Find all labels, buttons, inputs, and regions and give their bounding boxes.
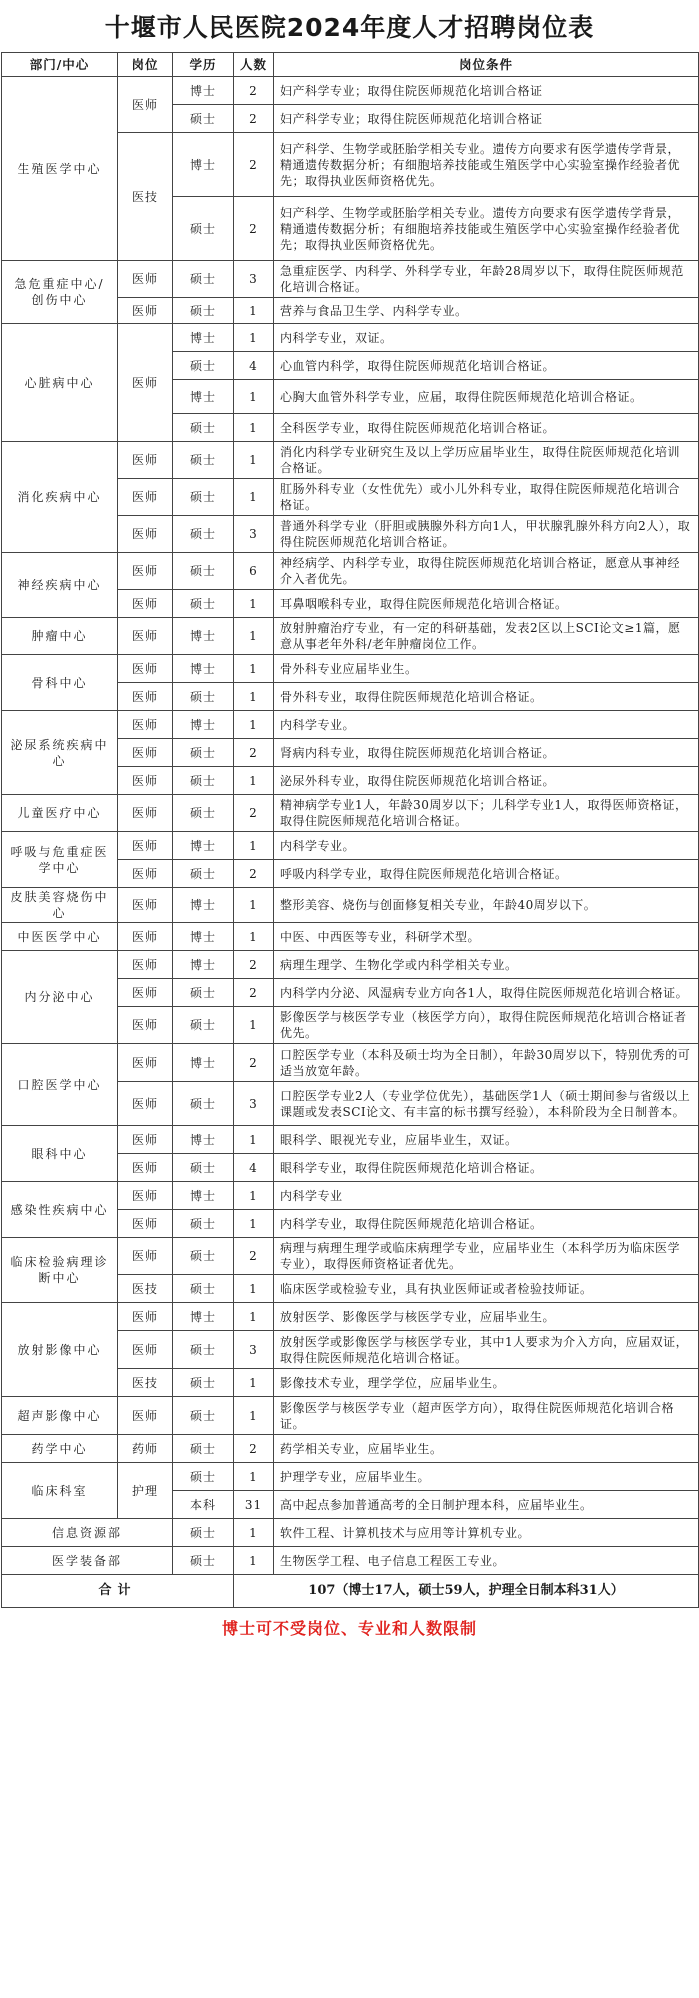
post-cell: 医师 bbox=[118, 590, 173, 618]
count-cell: 1 bbox=[234, 479, 274, 516]
count-cell: 2 bbox=[234, 133, 274, 197]
dept-cell: 感染性疾病中心 bbox=[2, 1182, 118, 1238]
count-cell: 1 bbox=[234, 590, 274, 618]
education-cell: 博士 bbox=[173, 1182, 234, 1210]
count-cell: 2 bbox=[234, 1044, 274, 1082]
count-cell: 2 bbox=[234, 951, 274, 979]
education-cell: 硕士 bbox=[173, 860, 234, 888]
education-cell: 硕士 bbox=[173, 767, 234, 795]
dept-cell: 心脏病中心 bbox=[2, 324, 118, 442]
education-cell: 博士 bbox=[173, 951, 234, 979]
education-cell: 硕士 bbox=[173, 1007, 234, 1044]
dept-cell: 放射影像中心 bbox=[2, 1303, 118, 1397]
conditions-cell: 营养与食品卫生学、内科学专业。 bbox=[274, 298, 699, 324]
post-cell: 医师 bbox=[118, 298, 173, 324]
conditions-cell: 内科学内分泌、风湿病专业方向各1人，取得住院医师规范化培训合格证。 bbox=[274, 979, 699, 1007]
education-cell: 硕士 bbox=[173, 1397, 234, 1435]
education-cell: 硕士 bbox=[173, 414, 234, 442]
conditions-cell: 内科学专业，双证。 bbox=[274, 324, 699, 352]
conditions-cell: 高中起点参加普通高考的全日制护理本科，应届毕业生。 bbox=[274, 1491, 699, 1519]
conditions-cell: 妇产科学、生物学或胚胎学相关专业。遗传方向要求有医学遗传学背景，精通遗传数据分析；有细胞培养技能或生殖医学中心实验室操作经验者优先；取得执业医师资格优先。 bbox=[274, 133, 699, 197]
count-cell: 1 bbox=[234, 1369, 274, 1397]
table-row bbox=[2, 795, 699, 832]
conditions-cell: 内科学专业。 bbox=[274, 711, 699, 739]
education-cell: 博士 bbox=[173, 1126, 234, 1154]
table-row bbox=[2, 324, 699, 352]
table-row bbox=[2, 923, 699, 951]
dept-cell: 临床检验病理诊断中心 bbox=[2, 1238, 118, 1303]
conditions-cell: 影像医学与核医学专业（核医学方向），取得住院医师规范化培训合格证者优先。 bbox=[274, 1007, 699, 1044]
count-cell: 3 bbox=[234, 1082, 274, 1126]
conditions-cell: 眼科学、眼视光专业，应届毕业生，双证。 bbox=[274, 1126, 699, 1154]
post-cell: 医师 bbox=[118, 767, 173, 795]
count-cell: 2 bbox=[234, 860, 274, 888]
education-cell: 博士 bbox=[173, 1044, 234, 1082]
conditions-cell: 肾病内科专业，取得住院医师规范化培训合格证。 bbox=[274, 739, 699, 767]
dept-cell: 医学装备部 bbox=[2, 1547, 173, 1575]
count-cell: 1 bbox=[234, 1275, 274, 1303]
education-cell: 硕士 bbox=[173, 516, 234, 553]
post-cell: 药师 bbox=[118, 1435, 173, 1463]
dept-cell: 急危重症中心/创伤中心 bbox=[2, 261, 118, 324]
count-cell: 1 bbox=[234, 1182, 274, 1210]
table-row bbox=[2, 1182, 699, 1210]
table-row bbox=[2, 1435, 699, 1463]
post-cell: 医师 bbox=[118, 739, 173, 767]
conditions-cell: 急重症医学、内科学、外科学专业，年龄28周岁以下，取得住院医师规范化培训合格证。 bbox=[274, 261, 699, 298]
count-cell: 1 bbox=[234, 1210, 274, 1238]
post-cell: 医师 bbox=[118, 888, 173, 923]
count-cell: 2 bbox=[234, 77, 274, 105]
conditions-cell: 呼吸内科学专业，取得住院医师规范化培训合格证。 bbox=[274, 860, 699, 888]
conditions-cell: 妇产科学专业；取得住院医师规范化培训合格证 bbox=[274, 105, 699, 133]
education-cell: 博士 bbox=[173, 324, 234, 352]
post-cell: 医师 bbox=[118, 1238, 173, 1275]
education-cell: 硕士 bbox=[173, 1519, 234, 1547]
post-cell: 医师 bbox=[118, 77, 173, 133]
count-cell: 2 bbox=[234, 1238, 274, 1275]
header-post: 岗位 bbox=[118, 53, 173, 77]
table-row bbox=[2, 888, 699, 923]
conditions-cell: 肛肠外科专业（女性优先）或小儿外科专业，取得住院医师规范化培训合格证。 bbox=[274, 479, 699, 516]
conditions-cell: 内科学专业，取得住院医师规范化培训合格证。 bbox=[274, 1210, 699, 1238]
education-cell: 博士 bbox=[173, 655, 234, 683]
dept-cell: 肿瘤中心 bbox=[2, 618, 118, 655]
education-cell: 博士 bbox=[173, 618, 234, 655]
conditions-cell: 病理与病理生理学或临床病理学专业，应届毕业生（本科学历为临床医学专业），取得医师资格证者优先。 bbox=[274, 1238, 699, 1275]
conditions-cell: 泌尿外科专业，取得住院医师规范化培训合格证。 bbox=[274, 767, 699, 795]
post-cell: 医师 bbox=[118, 261, 173, 298]
post-cell: 医师 bbox=[118, 479, 173, 516]
education-cell: 博士 bbox=[173, 711, 234, 739]
conditions-cell: 妇产科学专业；取得住院医师规范化培训合格证 bbox=[274, 77, 699, 105]
education-cell: 硕士 bbox=[173, 739, 234, 767]
count-cell: 3 bbox=[234, 516, 274, 553]
count-cell: 1 bbox=[234, 832, 274, 860]
post-cell: 医师 bbox=[118, 683, 173, 711]
post-cell: 医师 bbox=[118, 618, 173, 655]
count-cell: 1 bbox=[234, 767, 274, 795]
conditions-cell: 整形美容、烧伤与创面修复相关专业，年龄40周岁以下。 bbox=[274, 888, 699, 923]
dept-cell: 眼科中心 bbox=[2, 1126, 118, 1182]
header-education: 学历 bbox=[173, 53, 234, 77]
recruitment-table bbox=[1, 52, 699, 1608]
count-cell: 2 bbox=[234, 739, 274, 767]
post-cell: 医技 bbox=[118, 1275, 173, 1303]
table-row bbox=[2, 832, 699, 860]
post-cell: 医师 bbox=[118, 1126, 173, 1154]
table-body bbox=[2, 77, 699, 1575]
dept-cell: 口腔医学中心 bbox=[2, 1044, 118, 1126]
dept-cell: 儿童医疗中心 bbox=[2, 795, 118, 832]
table-header-row bbox=[2, 53, 699, 77]
dept-cell: 信息资源部 bbox=[2, 1519, 173, 1547]
post-cell: 医师 bbox=[118, 795, 173, 832]
post-cell: 医师 bbox=[118, 1331, 173, 1369]
education-cell: 硕士 bbox=[173, 261, 234, 298]
count-cell: 2 bbox=[234, 197, 274, 261]
education-cell: 硕士 bbox=[173, 1275, 234, 1303]
table-row bbox=[2, 655, 699, 683]
dept-cell: 超声影像中心 bbox=[2, 1397, 118, 1435]
count-cell: 2 bbox=[234, 979, 274, 1007]
conditions-cell: 消化内科学专业研究生及以上学历应届毕业生，取得住院医师规范化培训合格证。 bbox=[274, 442, 699, 479]
education-cell: 硕士 bbox=[173, 1547, 234, 1575]
conditions-cell: 内科学专业 bbox=[274, 1182, 699, 1210]
post-cell: 医师 bbox=[118, 923, 173, 951]
post-cell: 医师 bbox=[118, 1082, 173, 1126]
page-title: 十堰市人民医院2024年度人才招聘岗位表 bbox=[104, 13, 595, 42]
post-cell: 医师 bbox=[118, 1303, 173, 1331]
total-row bbox=[2, 1575, 699, 1608]
education-cell: 博士 bbox=[173, 888, 234, 923]
dept-cell: 中医医学中心 bbox=[2, 923, 118, 951]
count-cell: 1 bbox=[234, 1397, 274, 1435]
count-cell: 1 bbox=[234, 298, 274, 324]
education-cell: 硕士 bbox=[173, 590, 234, 618]
education-cell: 硕士 bbox=[173, 1369, 234, 1397]
conditions-cell: 药学相关专业，应届毕业生。 bbox=[274, 1435, 699, 1463]
conditions-cell: 心胸大血管外科学专业，应届，取得住院医师规范化培训合格证。 bbox=[274, 380, 699, 414]
conditions-cell: 放射医学或影像医学与核医学专业，其中1人要求为介入方向，应届双证，取得住院医师规范化培训合格证。 bbox=[274, 1331, 699, 1369]
post-cell: 医师 bbox=[118, 860, 173, 888]
post-cell: 医师 bbox=[118, 979, 173, 1007]
dept-cell: 皮肤美容烧伤中心 bbox=[2, 888, 118, 923]
conditions-cell: 骨外科专业应届毕业生。 bbox=[274, 655, 699, 683]
dept-cell: 药学中心 bbox=[2, 1435, 118, 1463]
conditions-cell: 眼科学专业，取得住院医师规范化培训合格证。 bbox=[274, 1154, 699, 1182]
education-cell: 硕士 bbox=[173, 683, 234, 711]
conditions-cell: 心血管内科学，取得住院医师规范化培训合格证。 bbox=[274, 352, 699, 380]
conditions-cell: 临床医学或检验专业，具有执业医师证或者检验技师证。 bbox=[274, 1275, 699, 1303]
count-cell: 1 bbox=[234, 888, 274, 923]
education-cell: 硕士 bbox=[173, 197, 234, 261]
dept-cell: 生殖医学中心 bbox=[2, 77, 118, 261]
count-cell: 3 bbox=[234, 1331, 274, 1369]
conditions-cell: 中医、中西医等专业，科研学术型。 bbox=[274, 923, 699, 951]
education-cell: 硕士 bbox=[173, 795, 234, 832]
education-cell: 博士 bbox=[173, 77, 234, 105]
dept-cell: 呼吸与危重症医学中心 bbox=[2, 832, 118, 888]
table-row bbox=[2, 1519, 699, 1547]
conditions-cell: 精神病学专业1人，年龄30周岁以下；儿科学专业1人，取得医师资格证，取得住院医师规范化培训合格证。 bbox=[274, 795, 699, 832]
post-cell: 医师 bbox=[118, 553, 173, 590]
conditions-cell: 普通外科学专业（肝胆或胰腺外科方向1人，甲状腺乳腺外科方向2人），取得住院医师规范化培训合格证。 bbox=[274, 516, 699, 553]
conditions-cell: 影像技术专业，理学学位，应届毕业生。 bbox=[274, 1369, 699, 1397]
header-dept: 部门/中心 bbox=[2, 53, 118, 77]
conditions-cell: 内科学专业。 bbox=[274, 832, 699, 860]
post-cell: 医师 bbox=[118, 324, 173, 442]
count-cell: 1 bbox=[234, 923, 274, 951]
count-cell: 1 bbox=[234, 414, 274, 442]
table-row bbox=[2, 1463, 699, 1491]
table-row bbox=[2, 553, 699, 590]
count-cell: 4 bbox=[234, 1154, 274, 1182]
post-cell: 医师 bbox=[118, 1182, 173, 1210]
dept-cell: 消化疾病中心 bbox=[2, 442, 118, 553]
count-cell: 1 bbox=[234, 1007, 274, 1044]
education-cell: 硕士 bbox=[173, 1435, 234, 1463]
post-cell: 医师 bbox=[118, 1397, 173, 1435]
table-row bbox=[2, 1303, 699, 1331]
education-cell: 本科 bbox=[173, 1491, 234, 1519]
education-cell: 硕士 bbox=[173, 1331, 234, 1369]
education-cell: 硕士 bbox=[173, 105, 234, 133]
count-cell: 1 bbox=[234, 1303, 274, 1331]
education-cell: 博士 bbox=[173, 923, 234, 951]
count-cell: 4 bbox=[234, 352, 274, 380]
conditions-cell: 生物医学工程、电子信息工程医工专业。 bbox=[274, 1547, 699, 1575]
education-cell: 硕士 bbox=[173, 1238, 234, 1275]
post-cell: 医师 bbox=[118, 655, 173, 683]
dept-cell: 泌尿系统疾病中心 bbox=[2, 711, 118, 795]
education-cell: 硕士 bbox=[173, 1154, 234, 1182]
header-conditions: 岗位条件 bbox=[274, 53, 699, 77]
education-cell: 博士 bbox=[173, 380, 234, 414]
table-row bbox=[2, 1397, 699, 1435]
count-cell: 31 bbox=[234, 1491, 274, 1519]
table-row bbox=[2, 261, 699, 298]
education-cell: 硕士 bbox=[173, 1463, 234, 1491]
conditions-cell: 耳鼻咽喉科专业，取得住院医师规范化培训合格证。 bbox=[274, 590, 699, 618]
post-cell: 医师 bbox=[118, 951, 173, 979]
post-cell: 医师 bbox=[118, 1210, 173, 1238]
count-cell: 3 bbox=[234, 261, 274, 298]
conditions-cell: 护理学专业，应届毕业生。 bbox=[274, 1463, 699, 1491]
education-cell: 硕士 bbox=[173, 1210, 234, 1238]
post-cell: 医师 bbox=[118, 1154, 173, 1182]
count-cell: 1 bbox=[234, 1463, 274, 1491]
post-cell: 医师 bbox=[118, 516, 173, 553]
count-cell: 2 bbox=[234, 1435, 274, 1463]
count-cell: 1 bbox=[234, 711, 274, 739]
table-row bbox=[2, 711, 699, 739]
education-cell: 硕士 bbox=[173, 479, 234, 516]
count-cell: 1 bbox=[234, 380, 274, 414]
education-cell: 博士 bbox=[173, 1303, 234, 1331]
post-cell: 医技 bbox=[118, 1369, 173, 1397]
conditions-cell: 全科医学专业，取得住院医师规范化培训合格证。 bbox=[274, 414, 699, 442]
education-cell: 博士 bbox=[173, 832, 234, 860]
table-row bbox=[2, 1126, 699, 1154]
count-cell: 1 bbox=[234, 618, 274, 655]
total-label: 合计 bbox=[2, 1575, 234, 1608]
count-cell: 1 bbox=[234, 1547, 274, 1575]
header-count: 人数 bbox=[234, 53, 274, 77]
table-row bbox=[2, 77, 699, 105]
table-row bbox=[2, 1238, 699, 1275]
conditions-cell: 病理生理学、生物化学或内科学相关专业。 bbox=[274, 951, 699, 979]
education-cell: 硕士 bbox=[173, 298, 234, 324]
count-cell: 1 bbox=[234, 1519, 274, 1547]
post-cell: 医师 bbox=[118, 442, 173, 479]
conditions-cell: 骨外科专业，取得住院医师规范化培训合格证。 bbox=[274, 683, 699, 711]
education-cell: 硕士 bbox=[173, 979, 234, 1007]
count-cell: 1 bbox=[234, 442, 274, 479]
post-cell: 护理 bbox=[118, 1463, 173, 1519]
table-row bbox=[2, 442, 699, 479]
education-cell: 博士 bbox=[173, 133, 234, 197]
conditions-cell: 神经病学、内科学专业，取得住院医师规范化培训合格证，愿意从事神经介入者优先。 bbox=[274, 553, 699, 590]
table-row bbox=[2, 618, 699, 655]
dept-cell: 神经疾病中心 bbox=[2, 553, 118, 618]
conditions-cell: 口腔医学专业2人（专业学位优先），基础医学1人（硕士期间参与省级以上课题或发表SCI论文、有丰富的标书撰写经验），本科阶段为全日制普本。 bbox=[274, 1082, 699, 1126]
education-cell: 硕士 bbox=[173, 553, 234, 590]
count-cell: 1 bbox=[234, 655, 274, 683]
count-cell: 1 bbox=[234, 324, 274, 352]
table-row bbox=[2, 951, 699, 979]
conditions-cell: 放射肿瘤治疗专业，有一定的科研基础，发表2区以上SCI论文≥1篇，愿意从事老年外科/老年肿瘤岗位工作。 bbox=[274, 618, 699, 655]
count-cell: 6 bbox=[234, 553, 274, 590]
conditions-cell: 口腔医学专业（本科及硕士均为全日制），年龄30周岁以下，特别优秀的可适当放宽年龄。 bbox=[274, 1044, 699, 1082]
education-cell: 硕士 bbox=[173, 352, 234, 380]
conditions-cell: 妇产科学、生物学或胚胎学相关专业。遗传方向要求有医学遗传学背景，精通遗传数据分析；有细胞培养技能或生殖医学中心实验室操作经验者优先；取得执业医师资格优先。 bbox=[274, 197, 699, 261]
conditions-cell: 放射医学、影像医学与核医学专业，应届毕业生。 bbox=[274, 1303, 699, 1331]
table-row bbox=[2, 1547, 699, 1575]
post-cell: 医师 bbox=[118, 1044, 173, 1082]
post-cell: 医师 bbox=[118, 711, 173, 739]
education-cell: 硕士 bbox=[173, 442, 234, 479]
count-cell: 1 bbox=[234, 1126, 274, 1154]
total-value: 107（博士17人，硕士59人，护理全日制本科31人） bbox=[234, 1575, 699, 1608]
conditions-cell: 软件工程、计算机技术与应用等计算机专业。 bbox=[274, 1519, 699, 1547]
table-row bbox=[2, 1044, 699, 1082]
post-cell: 医师 bbox=[118, 832, 173, 860]
dept-cell: 内分泌中心 bbox=[2, 951, 118, 1044]
count-cell: 2 bbox=[234, 105, 274, 133]
dept-cell: 临床科室 bbox=[2, 1463, 118, 1519]
count-cell: 1 bbox=[234, 683, 274, 711]
footnote: 博士可不受岗位、专业和人数限制 bbox=[221, 1618, 477, 1638]
conditions-cell: 影像医学与核医学专业（超声医学方向），取得住院医师规范化培训合格证。 bbox=[274, 1397, 699, 1435]
education-cell: 硕士 bbox=[173, 1082, 234, 1126]
post-cell: 医技 bbox=[118, 133, 173, 261]
post-cell: 医师 bbox=[118, 1007, 173, 1044]
dept-cell: 骨科中心 bbox=[2, 655, 118, 711]
count-cell: 2 bbox=[234, 795, 274, 832]
